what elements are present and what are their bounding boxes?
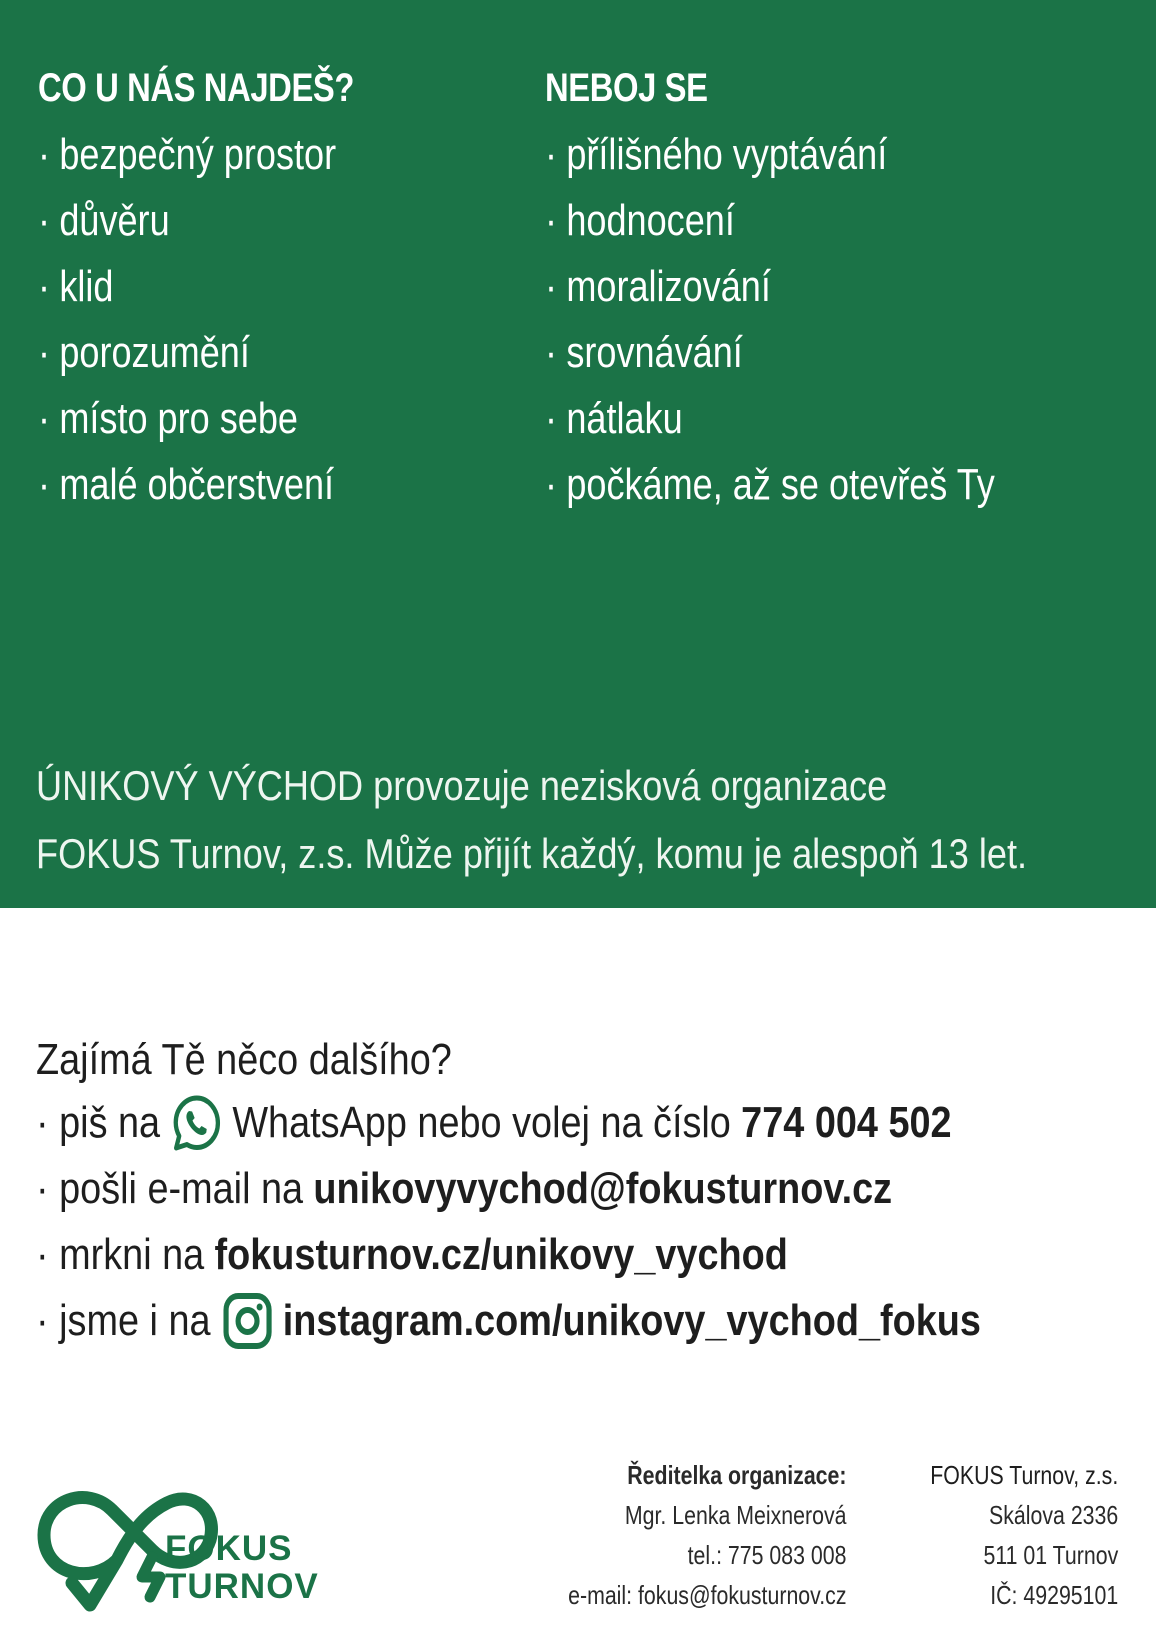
bullet: · xyxy=(38,262,51,311)
bullet: · xyxy=(545,328,558,377)
fear-list xyxy=(545,122,1125,518)
email-prefix: · pošli e-mail na xyxy=(36,1164,304,1213)
bullet: · xyxy=(545,196,558,245)
offer-item xyxy=(38,254,432,320)
fear-item xyxy=(545,188,1021,254)
offer-item xyxy=(38,188,432,254)
offer-item xyxy=(38,122,432,188)
offer-column xyxy=(38,62,518,518)
organization-ico: IČ: 49295101 xyxy=(989,1580,1118,1610)
fear-item-text: počkáme, až se otevřeš Ty xyxy=(566,460,995,509)
director-name: Mgr. Lenka Meixnerová xyxy=(624,1500,846,1530)
offer-item-text: porozumění xyxy=(59,328,250,377)
offer-list xyxy=(38,122,518,518)
fear-item-text: hodnocení xyxy=(566,196,735,245)
phone-number[interactable]: 774 004 502 xyxy=(741,1098,952,1147)
offer-item xyxy=(38,320,432,386)
fear-item xyxy=(545,452,1021,518)
whatsapp-text: WhatsApp nebo volej na číslo xyxy=(232,1098,731,1147)
offer-item xyxy=(38,386,432,452)
fear-column xyxy=(545,62,1125,518)
offer-heading: CO U NÁS NAJDEŠ? xyxy=(38,66,355,110)
email-link[interactable]: unikovyvychod@fokusturnov.cz xyxy=(313,1164,893,1213)
web-link[interactable]: fokusturnov.cz/unikovy_vychod xyxy=(214,1230,788,1279)
fear-heading: NEBOJ SE xyxy=(545,66,708,110)
offer-item-text: bezpečný prostor xyxy=(59,130,337,179)
offer-item xyxy=(38,452,432,518)
organization-name: FOKUS Turnov, z.s. xyxy=(930,1460,1118,1490)
offer-item-text: důvěru xyxy=(59,196,170,245)
fear-item xyxy=(545,254,1021,320)
instagram-link[interactable]: instagram.com/unikovy_vychod_fokus xyxy=(282,1296,981,1345)
whatsapp-icon-svg xyxy=(172,1094,222,1152)
bullet: · xyxy=(38,130,51,179)
director-email: e-mail: fokus@fokusturnov.cz xyxy=(567,1580,846,1610)
director-phone: tel.: 775 083 008 xyxy=(687,1540,846,1570)
bullet: · xyxy=(38,394,51,443)
offer-item-text: malé občerstvení xyxy=(59,460,335,509)
logo-wordmark xyxy=(165,1530,319,1606)
director-block xyxy=(507,1455,846,1615)
contact-email-row xyxy=(36,1156,982,1222)
instagram-icon-svg xyxy=(223,1292,273,1350)
about-text xyxy=(36,752,1146,888)
contact-section xyxy=(36,1030,1136,1354)
offer-item-text: klid xyxy=(59,262,114,311)
bullet: · xyxy=(545,262,558,311)
offer-item-text: místo pro sebe xyxy=(59,394,298,443)
fear-item-text: moralizování xyxy=(566,262,771,311)
organization-street: Skálova 2336 xyxy=(988,1500,1118,1530)
bullet: · xyxy=(545,130,558,179)
fear-item-text: přílišného vyptávání xyxy=(566,130,888,179)
web-prefix: · mrkni na xyxy=(36,1230,205,1279)
fear-item-text: nátlaku xyxy=(566,394,683,443)
bullet: · xyxy=(545,460,558,509)
bullet: · xyxy=(38,328,51,377)
bullet: · xyxy=(38,460,51,509)
logo-line1: FOKUS xyxy=(165,1529,293,1568)
contact-title: Zajímá Tě něco dalšího? xyxy=(36,1035,452,1084)
fear-item xyxy=(545,386,1021,452)
organization-block xyxy=(889,1455,1118,1615)
fear-item-text: srovnávání xyxy=(566,328,743,377)
whatsapp-icon[interactable] xyxy=(172,1094,222,1152)
contact-whatsapp-row xyxy=(36,1090,982,1156)
fear-item xyxy=(545,320,1021,386)
whatsapp-prefix: · piš na xyxy=(36,1098,161,1147)
contact-web-row xyxy=(36,1222,982,1288)
director-heading: Ředitelka organizace: xyxy=(626,1460,846,1490)
fear-item xyxy=(545,122,1021,188)
instagram-prefix: · jsme i na xyxy=(36,1296,211,1345)
logo-line2: TURNOV xyxy=(165,1567,319,1606)
bullet: · xyxy=(38,196,51,245)
bullet: · xyxy=(545,394,558,443)
about-line: FOKUS Turnov, z.s. Může přijít každý, komu je alespoň 13 let. xyxy=(36,830,1028,877)
instagram-icon[interactable] xyxy=(223,1292,273,1350)
organization-city: 511 01 Turnov xyxy=(983,1540,1118,1570)
contact-instagram-row xyxy=(36,1288,982,1354)
about-line: ÚNIKOVÝ VÝCHOD provozuje nezisková organizace xyxy=(36,762,888,809)
